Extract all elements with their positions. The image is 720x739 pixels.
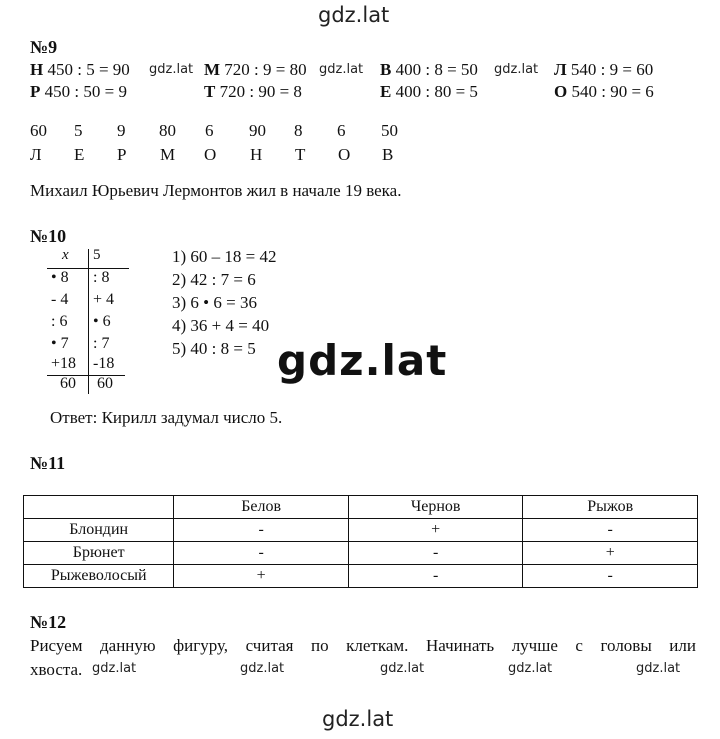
table-cell: - <box>348 565 523 588</box>
table-cell: - <box>174 542 348 565</box>
watermark-row: gdz.lat <box>380 661 425 676</box>
calc-step: 5) 40 : 8 = 5 <box>172 339 256 358</box>
column-header: Белов <box>174 496 348 519</box>
cipher-number: 5 <box>74 121 83 140</box>
cipher-number: 80 <box>159 121 176 140</box>
watermark-eq2: gdz.lat <box>319 62 364 77</box>
cipher-letter: Н <box>250 145 263 164</box>
cipher-letter: Т <box>295 145 306 164</box>
row-header: Блондин <box>24 519 174 542</box>
table-cell: - <box>348 542 523 565</box>
task12-text-line1: Рисуем данную фигуру, считая по клеткам. Начинать лучше с головы или <box>30 636 696 655</box>
task10-number: №10 <box>30 226 67 246</box>
calc-left-op: +18 <box>51 355 77 372</box>
watermark-row: gdz.lat <box>508 661 553 676</box>
watermark-top: gdz.lat <box>318 3 390 27</box>
table-row <box>24 565 698 588</box>
eq-t: Т 720 : 90 = 8 <box>204 82 302 101</box>
calc-step: 4) 36 + 4 = 40 <box>172 316 270 335</box>
eq-r: Р 450 : 50 = 9 <box>30 82 127 101</box>
eq-m: М 720 : 9 = 80 <box>204 60 307 79</box>
cipher-number: 6 <box>337 121 346 140</box>
calc-left-op: - 4 <box>51 291 69 308</box>
table-row <box>24 542 698 565</box>
watermark-row: gdz.lat <box>92 661 137 676</box>
calc-right-op: -18 <box>93 355 115 372</box>
watermark-eq1: gdz.lat <box>149 62 194 77</box>
cipher-letter: Е <box>74 145 85 164</box>
eq-v: В 400 : 8 = 50 <box>380 60 478 79</box>
table-cell: + <box>523 542 698 565</box>
table-row <box>24 519 698 542</box>
calc-step: 3) 6 • 6 = 36 <box>172 293 257 312</box>
eq-l: Л 540 : 9 = 60 <box>554 60 654 79</box>
task12-text-line2: хвоста. <box>30 660 83 679</box>
cipher-number: 50 <box>381 121 398 140</box>
calc-left-op: • 8 <box>51 269 69 286</box>
cipher-number: 8 <box>294 121 303 140</box>
calc-right-op: : 7 <box>93 335 110 352</box>
task11-number: №11 <box>30 453 66 473</box>
cipher-letter: Л <box>30 145 42 164</box>
column-header: Рыжов <box>523 496 698 519</box>
table-header-row <box>24 496 698 519</box>
cipher-number: 60 <box>30 121 47 140</box>
row-header: Брюнет <box>24 542 174 565</box>
watermark-center: gdz.lat <box>277 336 448 385</box>
table-cell: - <box>523 565 698 588</box>
calc-divider <box>88 249 89 394</box>
eq-n: Н 450 : 5 = 90 <box>30 60 130 79</box>
watermark-row: gdz.lat <box>636 661 681 676</box>
calc-right-op: : 8 <box>93 269 110 286</box>
table-cell: - <box>523 519 698 542</box>
cipher-number: 6 <box>205 121 214 140</box>
calc-left-op: : 6 <box>51 313 68 330</box>
calc-total-line <box>47 375 125 376</box>
calc-step: 1) 60 – 18 = 42 <box>172 247 277 266</box>
calc-total-left: 60 <box>60 375 76 392</box>
eq-o: О 540 : 90 = 6 <box>554 82 654 101</box>
eq-e: Е 400 : 80 = 5 <box>380 82 478 101</box>
cipher-letter: В <box>382 145 394 164</box>
watermark-bottom: gdz.lat <box>322 707 394 731</box>
table-cell: + <box>348 519 523 542</box>
task9-number: №9 <box>30 37 58 57</box>
calc-header-5: 5 <box>93 247 101 263</box>
calc-right-op: + 4 <box>93 291 115 308</box>
row-header: Рыжеволосый <box>24 565 174 588</box>
calc-header-x: x <box>62 247 69 263</box>
cipher-number: 9 <box>117 121 126 140</box>
task12-number: №12 <box>30 612 67 632</box>
calc-right-op: • 6 <box>93 313 111 330</box>
watermark-row: gdz.lat <box>240 661 285 676</box>
calc-left-op: • 7 <box>51 335 69 352</box>
table-cell: + <box>174 565 348 588</box>
task10-answer: Ответ: Кирилл задумал число 5. <box>50 408 283 427</box>
cipher-letter: М <box>160 145 176 164</box>
cipher-letter: О <box>204 145 217 164</box>
table-cell: - <box>174 519 348 542</box>
cipher-letter: Р <box>117 145 127 164</box>
logic-table <box>23 495 698 588</box>
cipher-letter: О <box>338 145 351 164</box>
calc-step: 2) 42 : 7 = 6 <box>172 270 256 289</box>
calc-total-right: 60 <box>97 375 113 392</box>
table-corner <box>24 496 174 519</box>
column-header: Чернов <box>348 496 523 519</box>
cipher-number: 90 <box>249 121 266 140</box>
watermark-eq3: gdz.lat <box>494 62 539 77</box>
task9-answer: Михаил Юрьевич Лермонтов жил в начале 19 века. <box>30 181 402 200</box>
